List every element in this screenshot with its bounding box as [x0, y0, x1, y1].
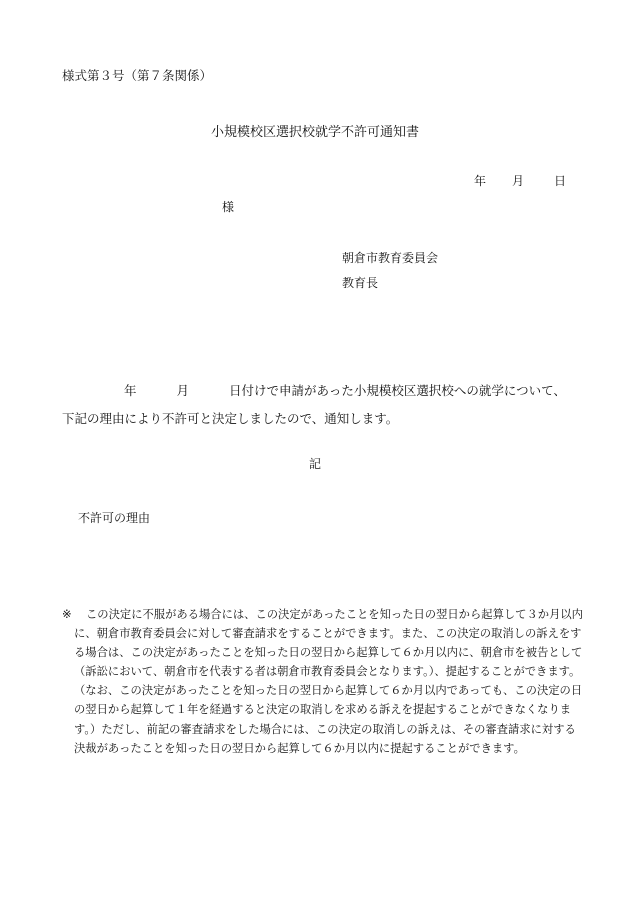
addressee-suffix: 様 [222, 200, 235, 214]
date-day-label: 日 [554, 174, 567, 188]
note-text: この決定に不服がある場合には、この決定があったことを知った日の翌日から起算して３か月以内に、朝倉市教育委員会に対して審査請求をすることができます。また、この決定の取消しの訴えをする場合は、この決定があったことを知った日の翌日から起算して６か月以内に、朝倉市を被告として（訴訟において、朝倉市を代表する者は朝倉市教育委員会となります。）、提起することができます。（なお、この決定があったことを知った日の翌日から起算して６か月以内であっても、この決定の日の翌日から起算して１年を経過すると決定の取消しを求める訴えを提起することができなくなります。）ただし、前記の審査請求をした場合には、この決定の取消しの訴えは、その審査請求に対する決裁があったことを知った日の翌日から起算して６か月以内に提起することができます。 [74, 608, 583, 755]
issuer-title: 教育長 [342, 276, 379, 290]
date-year-label: 年 [474, 174, 487, 188]
appeal-note [62, 605, 586, 758]
date-line [474, 172, 566, 189]
note-mark: ※ [62, 608, 72, 621]
body-year-label: 年 [124, 383, 137, 398]
date-month-label: 月 [512, 174, 525, 188]
issuer-organization: 朝倉市教育委員会 [342, 251, 439, 265]
document-title: 小規模校区選択校就学不許可通知書 [210, 125, 419, 140]
form-number: 様式第３号（第７条関係） [62, 68, 213, 83]
body-text: 日付けで申請があった小規模校区選択校への就学について、下記の理由により不許可と決定しましたので、通知します。 [62, 383, 566, 426]
reason-label: 不許可の理由 [78, 511, 151, 525]
body-paragraph [62, 377, 572, 433]
body-month-label: 月 [176, 383, 190, 398]
ki-heading: 記 [308, 457, 321, 471]
